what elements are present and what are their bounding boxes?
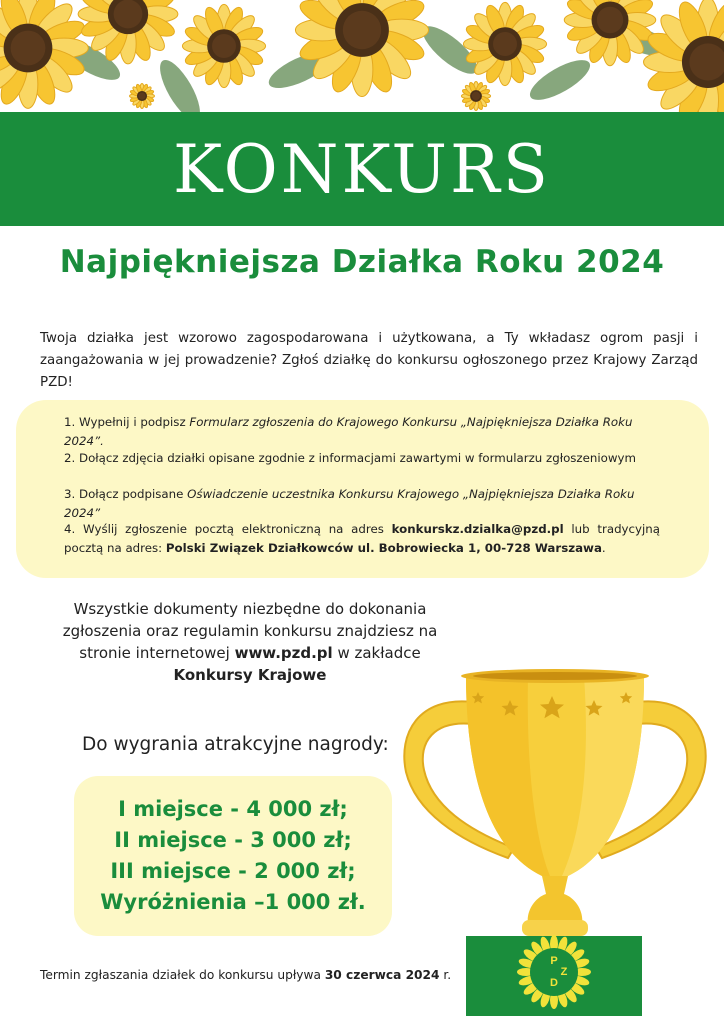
step-1-form-name: Formularz zgłoszenia do Krajowego Konkursu „Najpiękniejsza Działka Roku 2024”. xyxy=(64,415,633,448)
sunflower-icon xyxy=(463,2,546,85)
website-section: Konkursy Krajowe xyxy=(173,666,327,684)
pzd-letter-d: D xyxy=(550,977,558,989)
step-4: 4. Wyślij zgłoszenie pocztą elektroniczną na adres konkurskz.dzialka@pzd.pl lub tradycyjną pocztą na adres: Polski Związek Działkowców ul. Bobrowiecka 1, 00-728 Warszawa. xyxy=(64,522,660,555)
step-1: 1. Wypełnij i podpisz Formularz zgłoszenia do Krajowego Konkursu „Najpiękniejsza Działka Roku 2024”. xyxy=(64,415,633,448)
sunflower-icon xyxy=(644,0,724,112)
prize-third: III miejsce - 2 000 zł; xyxy=(110,859,356,883)
website-link[interactable]: www.pzd.pl xyxy=(234,644,333,662)
sunflower-icon xyxy=(295,0,428,97)
prizes-heading: Do wygrania atrakcyjne nagrody: xyxy=(82,734,389,755)
deadline-date: 30 czerwca 2024 xyxy=(324,968,440,982)
contest-email[interactable]: konkurskz.dzialka@pzd.pl xyxy=(391,522,564,536)
prize-first: I miejsce - 4 000 zł; xyxy=(118,797,348,821)
sunflower-icon xyxy=(564,0,656,66)
step-2: 2. Dołącz zdjęcia działki opisane zgodnie z informacjami zawartymi w formularzu zgłoszeniowym xyxy=(64,451,636,465)
pzd-letter-z: Z xyxy=(560,966,568,978)
sunflower-header-illustration xyxy=(0,0,724,112)
step-3-document-name: Oświadczenie uczestnika Konkursu Krajowego „Najpiękniejsza Działka Roku 2024” xyxy=(64,487,635,520)
sunflower-icon xyxy=(130,84,155,109)
prize-second: II miejsce - 3 000 zł; xyxy=(114,828,352,852)
prizes-box xyxy=(74,776,392,936)
cup-foot xyxy=(522,920,588,936)
banner-title: KONKURS xyxy=(173,130,551,208)
title-banner xyxy=(0,112,724,226)
prize-honorable: Wyróżnienia –1 000 zł. xyxy=(100,890,366,914)
documents-info: Wszystkie dokumenty niezbędne do dokonania zgłoszenia oraz regulamin konkursu znajdziesz na stronie internetowej www.pzd.pl w zakładce Konkursy Krajowe xyxy=(62,600,438,684)
trophy-illustration xyxy=(398,662,712,1016)
cup-stem xyxy=(528,876,583,924)
sunflower-icon xyxy=(182,4,265,87)
contest-subtitle: Najpiękniejsza Działka Roku 2024 xyxy=(59,244,665,280)
cup-opening xyxy=(473,672,637,680)
sunflower-icon xyxy=(0,0,88,108)
sunflower-icon xyxy=(461,81,490,110)
step-3: 3. Dołącz podpisane Oświadczenie uczestnika Konkursu Krajowego „Najpiękniejsza Działka Roku 2024” xyxy=(64,487,635,520)
intro-paragraph: Twoja działka jest wzorowo zagospodarowana i użytkowana, a Ty wkładasz ogrom pasji i zaangażowania w jej prowadzenie? Zgłoś działkę do konkursu ogłoszonego przez Krajowy Zarząd PZD! xyxy=(40,331,698,390)
postal-address: Polski Związek Działkowców ul. Bobrowiecka 1, 00-728 Warszawa xyxy=(165,541,602,555)
pzd-letter-p: P xyxy=(550,955,558,967)
deadline-note: Termin zgłaszania działek do konkursu upływa 30 czerwca 2024 r. xyxy=(40,968,452,982)
